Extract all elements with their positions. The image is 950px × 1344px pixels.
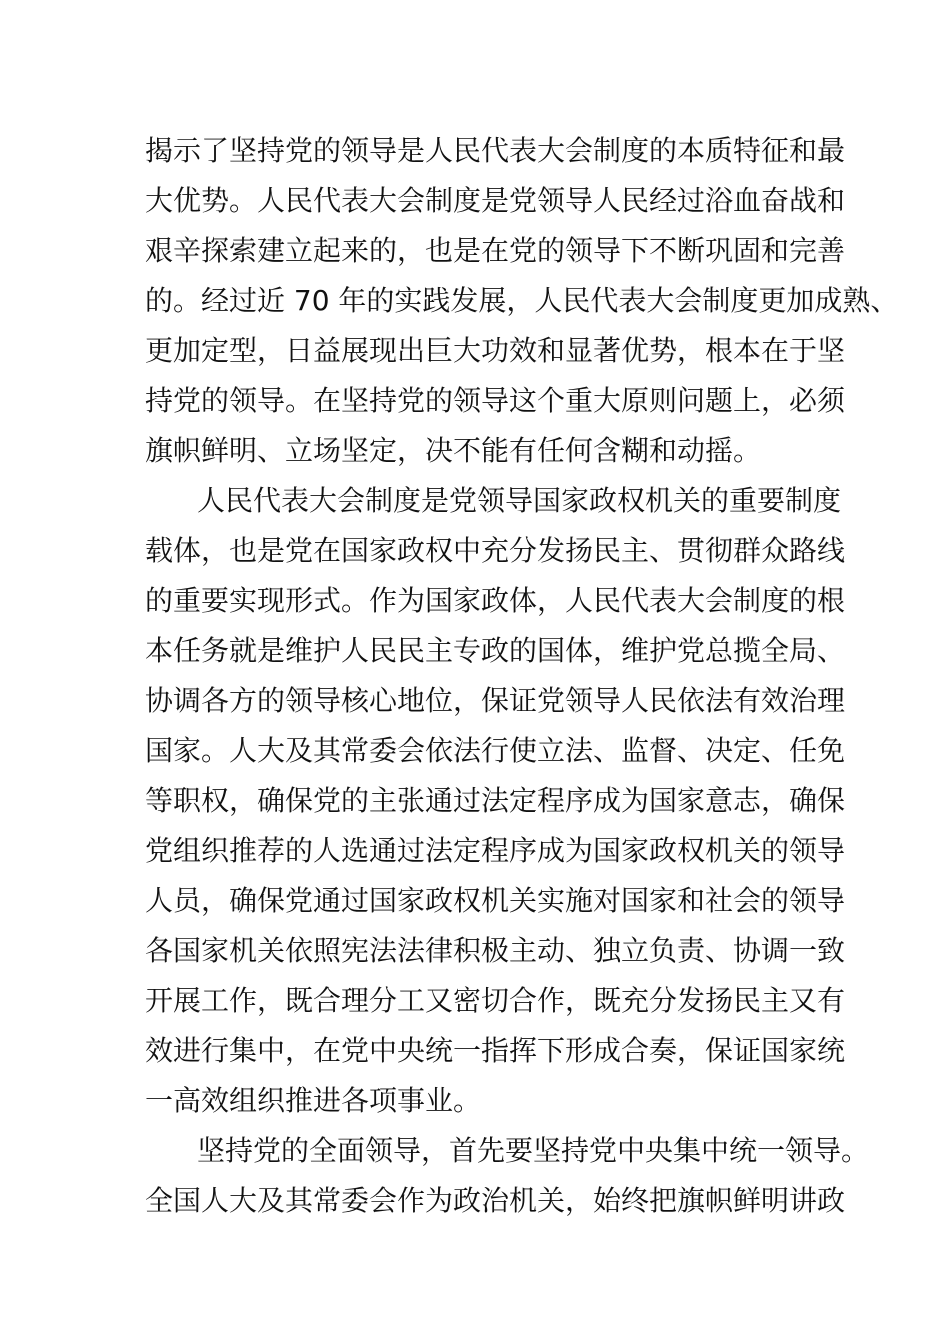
text-line: 效进行集中，在党中央统一指挥下形成合奏，保证国家统 <box>145 1034 846 1067</box>
text-line: 等职权，确保党的主张通过法定程序成为国家意志，确保 <box>145 784 846 817</box>
text-line: 持党的领导。在坚持党的领导这个重大原则问题上，必须 <box>145 384 846 417</box>
text-line: 大优势。人民代表大会制度是党领导人民经过浴血奋战和 <box>145 184 846 217</box>
text-line: 艰辛探索建立起来的，也是在党的领导下不断巩固和完善 <box>145 234 846 267</box>
text-line: 人员，确保党通过国家政权机关实施对国家和社会的领导 <box>145 884 846 917</box>
text-line: 载体，也是党在国家政权中充分发扬民主、贯彻群众路线 <box>145 534 846 567</box>
text-line: 本任务就是维护人民民主专政的国体，维护党总揽全局、 <box>145 634 846 667</box>
text-line: 的重要实现形式。作为国家政体，人民代表大会制度的根 <box>145 584 846 617</box>
text-line: 党组织推荐的人选通过法定程序成为国家政权机关的领导 <box>145 834 846 867</box>
text-line: 各国家机关依照宪法法律积极主动、独立负责、协调一致 <box>145 934 846 967</box>
paragraph-start-line: 人民代表大会制度是党领导国家政权机关的重要制度 <box>197 484 842 517</box>
text-line: 更加定型，日益展现出巨大功效和显著优势，根本在于坚 <box>145 334 846 367</box>
text-line: 旗帜鲜明、立场坚定，决不能有任何含糊和动摇。 <box>145 434 762 467</box>
text-line: 全国人大及其常委会作为政治机关，始终把旗帜鲜明讲政 <box>145 1184 846 1217</box>
text-line: 揭示了坚持党的领导是人民代表大会制度的本质特征和最 <box>145 134 846 167</box>
paragraph-start-line: 坚持党的全面领导，首先要坚持党中央集中统一领导。 <box>197 1134 870 1167</box>
text-line: 国家。人大及其常委会依法行使立法、监督、决定、任免 <box>145 734 846 767</box>
text-line: 一高效组织推进各项事业。 <box>145 1084 482 1117</box>
text-line: 的。经过近 70 年的实践发展，人民代表大会制度更加成熟、 <box>145 284 899 317</box>
text-line: 开展工作，既合理分工又密切合作，既充分发扬民主又有 <box>145 984 846 1017</box>
text-line: 协调各方的领导核心地位，保证党领导人民依法有效治理 <box>145 684 846 717</box>
